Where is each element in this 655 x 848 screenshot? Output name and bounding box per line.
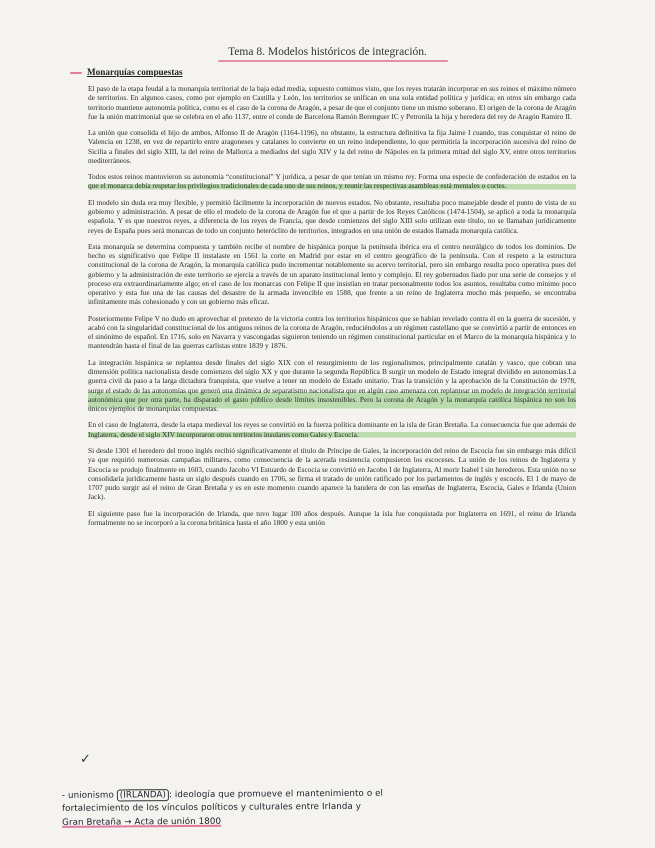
handwritten-line: fortalecimiento de los vínculos políticos y culturales entre Irlanda y [61, 802, 362, 815]
paragraph-highlighted: La integración hispánica se replantea desde finales del siglo XIX con el resurgimiento de los regionalismos, principalmente catalán y vasco, que cobran una dimensión política nacionalista desde comienzos del siglo XX y que durante la segunda República B surgir un modelo de Estado integral dividido en autonomías.La guerra civil da paso a la larga dictadura franquista, que vuelve a tener un modelo de Estado unitario. Tras la transición y la aprobación de la Constitución de 1978, surge el estado de las autonomías que generó una dinámica de separatismo nacionalista que en algún caso amenaza con replantear un modelo de integración territorial autonómica que por otra parte, ha disparado el gasto público desde límites insostenibles. Pero la corona de Aragón y la monarquía católica hispánica no son los únicos ejemplos de monarquías compuestas. [88, 357, 576, 414]
note-term: - unionismo [61, 790, 114, 801]
paragraph: La unión que consolida el hijo de ambos, Alfonso II de Aragón (1164-1196), no obstante, la estructura definitiva la fija Jaime I cuando, tras conquistar el reino de Valencia en 1238, en vez de repartirlo entre aragoneses y catalanes lo convierte en un reino independiente, lo que permitiría la incorporación sucesiva del reino de Sicilia a finales del siglo XIII, la del reino de Mallorca a mediados del siglo XIV y la del reino de Nápoles en la primera mitad del siglo XV, entre otros territorios mediterráneos. [88, 128, 576, 165]
paragraph: El siguiente paso fue la incorporación de Irlanda, que tuvo lugar 100 años después. Aunque la isla fue conquistada por Inglaterra en 1691, el reino de Irlanda formalmente no se incorporó a la corona británica hasta el año 1800 y esta unión [88, 508, 576, 527]
section-heading: Monarquías compuestas [87, 67, 183, 77]
heading-marker [70, 72, 82, 74]
paragraph: El paso de la etapa feudal a la monarquía territorial de la baja edad media, supuesto comimos visto, que los reyes tratarán incorporar en sus reinos el máximo número de territorios. En algunos casos, como por ejemplo en Castilla y León, los territorios se unifican en una sola entidad política y jurídica; en otros sin embargo cada territorio mantiene autonomía política, como es el caso de la corona de Aragón, a pesar de que el conjunto tiene un mismo soberano. El origen de la corona de Aragón fue la unión matrimonial que se celebra en el año 1137, entre el conde de Barcelona Ramón Berenguer IC y Petronila la hija y heredera del rey de Aragón Ramiro II. [88, 84, 576, 121]
paragraph: El modelo sin duda era muy flexible, y permitió fácilmente la incorporación de nuevos estados. No obstante, resultaba poco manejable desde el punto de vista de su gobierno y administración. A pesar de ello el modelo de la corona de Aragón fue el que a partir de los Reyes Católicos (1474-1504), se aplicó a toda la monarquía española. Y es que nuestros reyes, a diferencia de los reyes de Francia, que desde comienzos del siglo XIII solo utilizan este título, no se llamaban jurídicamente reyes de España pues será monarcas de todo un conjunto heteróclito de territorios, integrados en una unión de estados llamada monarquía católica. [88, 197, 576, 235]
paragraph-highlighted: Todos estos reinos mantuvieron su autonomía “constitucional” Y jurídica, a pesar de que tenían un mismo rey. Forma una especie de confederación de estados en la que el monarca debía respetar los privilegios tradicionales de cada uno de sus reinos, y reunir las respectivas asambleas está mentales o cortes. [88, 172, 576, 191]
page-title: Tema 8. Modelos históricos de integración. [228, 46, 427, 58]
handwritten-note [62, 786, 602, 830]
note-boxed-term: (IRLANDA) [117, 789, 169, 801]
title-highlight-underline [218, 60, 448, 62]
paragraph: Posteriormente Felipe V no dudo en aprovechar el pretexto de la victoria contra los territorios hispánicos que se habían revelado contra él en la guerra de sucesión, y acabó con la singularidad constitucional de los antiguos reinos de la corona de Aragón, reduciéndolos a un régimen castellano que se convirtió a partir de entonces en el sinónimo de español. En 1716, solo en Navarra y vascongadas siguieron teniendo un régimen constitucional particular en el Marco de la monarquía hispánica y lo mantendrán hasta el final de las guerras carlistas entre 1839 y 1876. [88, 313, 576, 351]
handwritten-line: Gran Bretaña → Acta de unión 1800 [62, 816, 222, 828]
body-text [88, 84, 576, 534]
check-mark-icon: ✓ [80, 752, 91, 767]
paragraph: Esta monarquía se determina compuesta y también recibe el nombre de hispánica porque la península ibérica era el centro neurálgico de todos los dominios. De hecho es significativo que Felipe II instalaste en 1561 la corte en Madrid por estar en el centro geográfico de la península. Con el respeto a la estructura constitucional de la corona de Aragón, la monarquía católica pudo incrementar notablemente su acervo territorial, pero sin embargo resulta poco operativa pues del gobierno y la administración de este territorio se ejercía a través de un aparato institucional lento y complejo. El rey gobernados liado por una serie de consejos y el proceso era extraordinariamente algo; en el caso de los monarcas con Felipe II que insistían en tratar personalmente todos los asuntos, resultaba como mínimo poco operativo y esta fue una de las causas del desastre de la armada invencible en 1588, que frente a un reino de Inglaterra mucho más pequeño, se encontraba infinitamente más cohesionado y con un gobierno más eficaz. [88, 241, 576, 307]
paragraph-highlighted: En el caso de Inglaterra, desde la etapa medieval los reyes se convirtió en la fuerza política dominante en la isla de Gran Bretaña. La consecuencia fue que además de Inglaterra, desde el siglo XIV incorporaron otros territorios insulares como Gales y Escocia. [88, 420, 576, 439]
note-definition: : ideología que promueve el mantenimiento o el [168, 788, 384, 801]
paragraph: Si desde 1301 el heredero del trono inglés recibió significativamente el título de Príncipe de Gales, la incorporación del reino de Escocia fue sin embargo más difícil ya que requirió numerosas campañas militares, como consecuencia de la acerada resistencia compusieron los escoceses. La unión de los reinos de Inglaterra y Escocia se produjo finalmente en 1603, cuando Jacobo VI Estuardo de Escocia se convirtió en Jacobo I de Inglaterra, Al morir Isabel I sin herederos. Esta unión no se consolidaría jurídicamente hasta un siglo después cuando en 1706, se firma el tratado de unión ratificado por los parlamentos de inglés y escocés. El 1 de mayo de 1707 pudo surgir así el reino de Gran Bretaña y es en este momento cuando aparece la bandera de con las enseñas de Inglaterra, Escocia, Gales e Irlanda (Union Jack). [88, 446, 576, 502]
